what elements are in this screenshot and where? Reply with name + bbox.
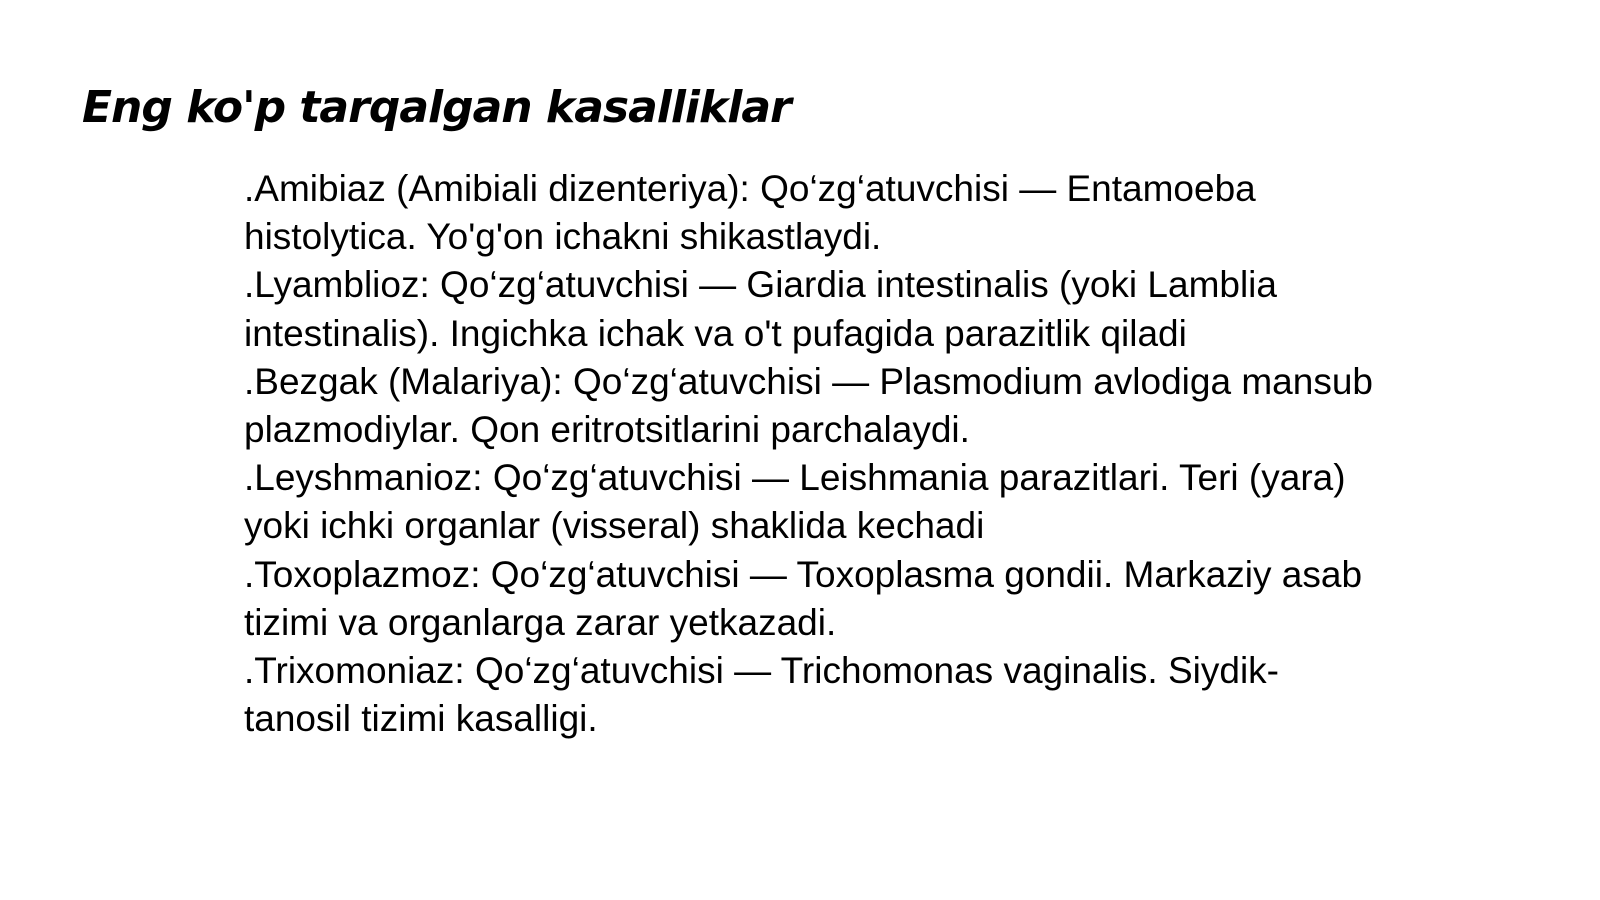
disease-item-lyamblioz: .Lyamblioz: Qo‘zg‘atuvchisi — Giardia intestinalis (yoki Lamblia intestinalis). Ingichka ichak va o't pufagida parazitlik qiladi <box>244 264 1277 354</box>
disease-item-leyshmanioz: .Leyshmanioz: Qo‘zg‘atuvchisi — Leishmania parazitlari. Teri (yara) yoki ichki organlar (visseral) shaklida kechadi <box>244 457 1346 547</box>
disease-item-toxoplazmoz: .Toxoplazmoz: Qo‘zg‘atuvchisi — Toxoplasma gondii. Markaziy asab tizimi va organlarga zarar yetkazadi. <box>244 553 1363 643</box>
disease-list <box>244 165 1374 743</box>
disease-item-trixomoniaz: .Trixomoniaz: Qo‘zg‘atuvchisi — Trichomonas vaginalis. Siydik-tanosil tizimi kasalligi. <box>244 650 1279 740</box>
slide-title: Eng ko'p tarqalgan kasalliklar <box>82 82 791 133</box>
disease-item-amibiaz: .Amibiaz (Amibiali dizenteriya): Qo‘zg‘atuvchisi — Entamoeba histolytica. Yo'g'on ichakni shikastlaydi. <box>244 168 1256 258</box>
disease-item-bezgak: .Bezgak (Malariya): Qo‘zg‘atuvchisi — Plasmodium avlodiga mansub plazmodiylar. Qon eritrotsitlarini parchalaydi. <box>244 360 1373 451</box>
